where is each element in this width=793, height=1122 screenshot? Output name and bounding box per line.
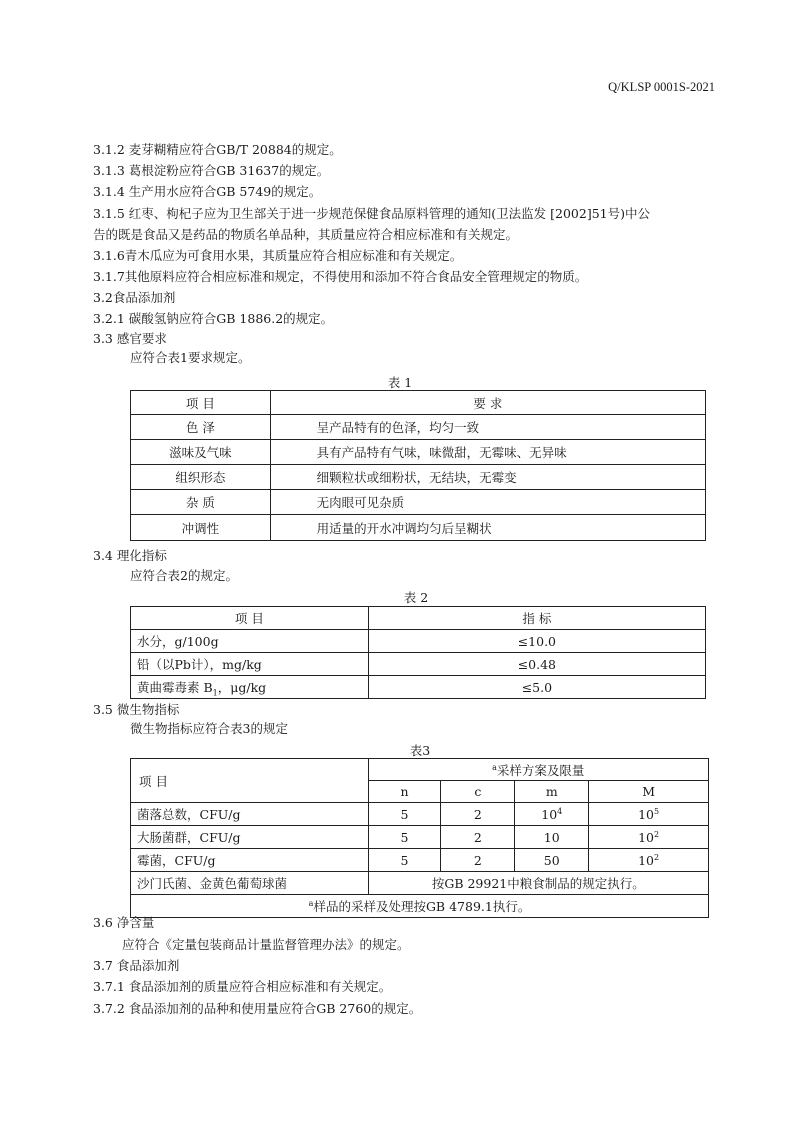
standard-code: Q/KLSP 0001S-2021: [608, 80, 715, 94]
M-base: 10: [638, 806, 654, 822]
table2-cell: ≤0.48: [368, 653, 705, 676]
table2-cell: [131, 676, 369, 699]
table3-header-n: n: [368, 781, 441, 803]
section-3-7-heading: 3.7 食品添加剂: [93, 958, 180, 973]
table1-cell: 细颗粒状或细粉状，无结块，无霉变: [270, 465, 705, 490]
table2-physicochemical: [130, 606, 706, 699]
table1-cell: 呈产品特有的色泽，均匀一致: [270, 415, 705, 440]
table3-cell: [589, 849, 709, 872]
table2-cell: ≤5.0: [368, 676, 705, 699]
footnote-marker: a: [308, 898, 314, 908]
table1-cell: 冲调性: [131, 515, 271, 541]
clause-3-7-1: 3.7.1 食品添加剂的质量应符合相应标准和有关规定。: [93, 979, 392, 994]
table3-cell: 2: [441, 849, 515, 872]
aflatoxin-subscript: 1: [212, 688, 218, 698]
table1-header-requirement: 要 求: [270, 391, 705, 415]
clause-3-2-1: 3.2.1 碳酸氢钠应符合GB 1886.2的规定。: [93, 311, 334, 326]
table2-header-index: 指 标: [368, 607, 705, 630]
table2-cell: 水分，g/100g: [131, 630, 369, 653]
table3-cell: 菌落总数，CFU/g: [131, 803, 369, 826]
section-3-6-heading: 3.6 净含量: [93, 915, 155, 930]
table3-cell: [515, 849, 589, 872]
clause-3-1-4: 3.1.4 生产用水应符合GB 5749的规定。: [93, 184, 322, 199]
section-3-2-heading: 3.2食品添加剂: [93, 290, 176, 305]
sampling-plan-label: 采样方案及限量: [496, 762, 585, 778]
clause-3-1-7: 3.1.7其他原料应符合相应标准和规定，不得使用和添加不符合食品安全管理规定的物质。: [93, 269, 588, 284]
table3-cell: 按GB 29921中粮食制品的规定执行。: [368, 872, 708, 895]
table1-cell: 组织形态: [131, 465, 271, 490]
table1-caption: 表 1: [387, 375, 413, 390]
table3-cell: 沙门氏菌、金黄色葡萄球菌: [131, 872, 369, 895]
section-3-4-text: 应符合表2的规定。: [130, 568, 238, 583]
clause-3-1-5-line1: 3.1.5 红枣、枸杞子应为卫生部关于进一步规范保健食品原料管理的通知(卫法监发 [2002]51号)中公: [93, 206, 650, 221]
M-exponent: 2: [654, 852, 660, 862]
table3-header-sampling-plan: [368, 759, 708, 781]
table3-cell: 大肠菌群，CFU/g: [131, 826, 369, 849]
footnote-marker: a: [492, 762, 497, 772]
m-exponent: 4: [557, 806, 563, 816]
table3-microbial: [130, 758, 709, 918]
M-exponent: 5: [654, 806, 660, 816]
aflatoxin-unit: ，μg/kg: [217, 680, 267, 695]
M-exponent: 2: [654, 829, 660, 839]
table3-cell: 5: [368, 803, 441, 826]
table1-cell: 无肉眼可见杂质: [270, 490, 705, 515]
table1-header-item: 项 目: [131, 391, 271, 415]
table3-cell: 2: [441, 826, 515, 849]
aflatoxin-label: 黄曲霉毒素 B: [137, 680, 213, 695]
m-base: 50: [543, 852, 560, 868]
section-3-3-text: 应符合表1要求规定。: [130, 350, 251, 365]
table3-header-M: M: [589, 781, 709, 803]
table2-header-item: 项 目: [131, 607, 369, 630]
table3-cell: 5: [368, 849, 441, 872]
table1-cell: 用适量的开水冲调均匀后呈糊状: [270, 515, 705, 541]
clause-3-1-6: 3.1.6青木瓜应为可食用水果，其质量应符合相应标准和有关规定。: [93, 248, 463, 263]
table2-cell: ≤10.0: [368, 630, 705, 653]
clause-3-1-3: 3.1.3 葛根淀粉应符合GB 31637的规定。: [93, 163, 330, 178]
clause-3-7-2: 3.7.2 食品添加剂的品种和使用量应符合GB 2760的规定。: [93, 1001, 422, 1016]
table3-cell: 5: [368, 826, 441, 849]
m-base: 10: [541, 806, 558, 822]
clause-3-1-5-line2: 告的既是食品又是药品的物质名单品种，其质量应符合相应标准和有关规定。: [93, 227, 519, 242]
section-3-6-text: 应符合《定量包装商品计量监督管理办法》的规定。: [122, 937, 410, 952]
table3-cell: 霉菌，CFU/g: [131, 849, 369, 872]
table3-header-item: 项 目: [131, 759, 369, 803]
table3-caption: 表3: [409, 743, 431, 758]
table1-cell: 滋味及气味: [131, 440, 271, 465]
table3-header-c: c: [441, 781, 515, 803]
footnote-text: 样品的采样及处理按GB 4789.1执行。: [313, 899, 531, 914]
table3-header-m: m: [515, 781, 589, 803]
clause-3-1-2: 3.1.2 麦芽糊精应符合GB/T 20884的规定。: [93, 142, 342, 157]
m-base: 10: [543, 829, 560, 845]
table1-cell: 杂 质: [131, 490, 271, 515]
table2-cell: 铅（以Pb计），mg/kg: [131, 653, 369, 676]
table3-cell: [589, 803, 709, 826]
table3-cell: [515, 803, 589, 826]
table3-cell: 2: [441, 803, 515, 826]
table1-cell: 色 泽: [131, 415, 271, 440]
table2-caption: 表 2: [403, 590, 429, 605]
table1-sensory: [130, 390, 706, 541]
M-base: 10: [638, 829, 654, 845]
table3-cell: [589, 826, 709, 849]
section-3-5-heading: 3.5 微生物指标: [93, 702, 180, 717]
M-base: 10: [638, 852, 654, 868]
table1-cell: 具有产品特有气味，味微甜，无霉味、无异味: [270, 440, 705, 465]
section-3-5-text: 微生物指标应符合表3的规定: [130, 721, 288, 736]
section-3-3-heading: 3.3 感官要求: [93, 331, 167, 346]
table3-cell: [515, 826, 589, 849]
section-3-4-heading: 3.4 理化指标: [93, 548, 167, 563]
